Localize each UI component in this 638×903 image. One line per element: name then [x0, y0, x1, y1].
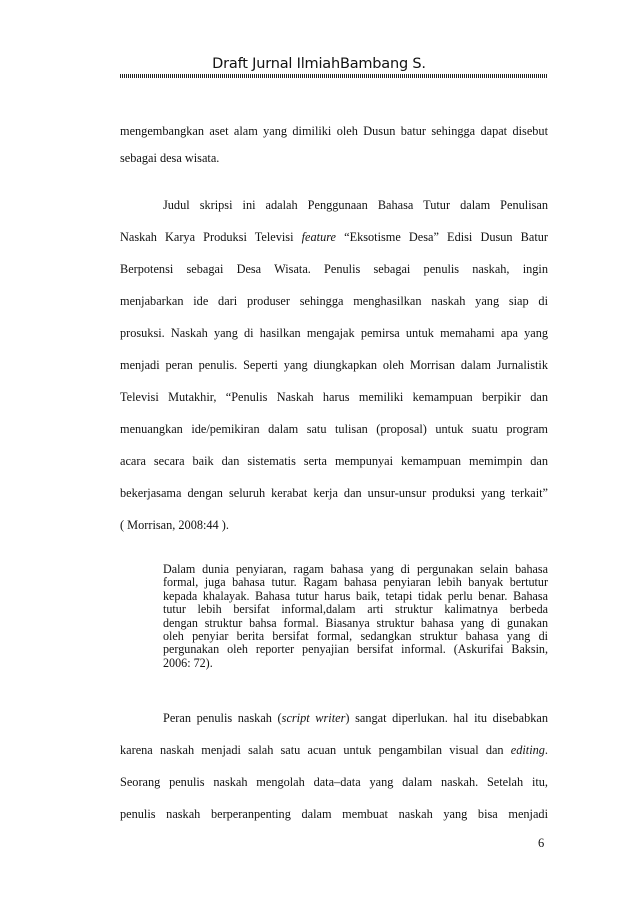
- block-quote-line: [163, 657, 548, 670]
- block-quote-line-text: Dalam dunia penyiaran, ragam bahasa yang di pergunakan selain bahasa: [163, 562, 548, 576]
- paragraph-1-line-1: [120, 124, 548, 138]
- paragraph-2-line-11: ( Morrisan, 2008:44 ).: [120, 518, 229, 532]
- block-quote-line: [163, 603, 548, 616]
- paragraph-2-line-2: [120, 230, 548, 244]
- header-dotted-rule: [120, 74, 548, 78]
- block-quote-line-text: kepada khalayak. Bahasa tutur harus baik, tetapi tidak perlu benar. Bahasa: [163, 588, 548, 603]
- paragraph-2-line-8: menuangkan ide/pemikiran dalam satu tulisan (proposal) untuk suatu program: [120, 422, 548, 436]
- block-quote-line-text: dengan struktur bahsa formal. Biasanya struktur bahasa yang di gunakan: [163, 615, 548, 630]
- paragraph-3-line-2-start: karena naskah menjadi salah satu acuan untuk pengambilan visual dan: [120, 743, 504, 757]
- paragraph-2-line-7: Televisi Mutakhir, “Penulis Naskah harus memiliki kemampuan berpikir dan: [120, 390, 548, 404]
- paragraph-2-line-1: Judul skripsi ini adalah Penggunaan Bahasa Tutur dalam Penulisan: [163, 198, 548, 212]
- paragraph-3-line-3: Seorang penulis naskah mengolah data–data yang dalam naskah. Setelah itu,: [120, 775, 548, 789]
- paragraph-2-line-9: acara secara baik dan sistematis serta mempunyai kemampuan memimpin dan: [120, 454, 548, 468]
- paragraph-3-line-1-end: ) sangat diperlukan. hal itu disebabkan: [345, 711, 548, 725]
- block-quote-line: [163, 617, 548, 630]
- block-quote-line: [163, 576, 548, 589]
- paragraph-3-line-2: [120, 743, 548, 757]
- paragraph-1-line-2: sebagai desa wisata.: [120, 151, 220, 165]
- paragraph-2-line-4: menjabarkan ide dari produser sehingga menghasilkan naskah yang siap di: [120, 294, 548, 308]
- paragraph-3-line-1-italic: script writer: [281, 711, 346, 725]
- page-number: 6: [538, 836, 545, 850]
- block-quote-line-text: 2006: 72).: [163, 655, 213, 670]
- paragraph-2-line-5: prosuksi. Naskah yang di hasilkan mengajak pemirsa untuk memahami apa yang: [120, 326, 548, 340]
- block-quote-line: [163, 630, 548, 643]
- paragraph-2-line-3: Berpotensi sebagai Desa Wisata. Penulis sebagai penulis naskah, ingin: [120, 262, 548, 276]
- block-quote-line-text: formal, juga bahasa tutur. Ragam bahasa penyiaran lebih banyak bertutur: [163, 575, 548, 590]
- paragraph-3-line-1: [163, 711, 548, 725]
- paragraph-3-line-4: penulis naskah berperanpenting dalam membuat naskah yang bisa menjadi: [120, 807, 548, 821]
- paragraph-2-line-2-italic: feature: [301, 230, 336, 244]
- block-quote-line-text: pergunakan oleh reporter penyajian bersifat informal. (Askurifai Baksin,: [163, 642, 548, 657]
- paragraph-3-line-1-start: Peran penulis naskah (: [163, 711, 282, 725]
- paragraph-3-line-2-end: .: [544, 743, 548, 757]
- paragraph-2-line-6: menjadi peran penulis. Seperti yang diungkapkan oleh Morrisan dalam Jurnalistik: [120, 358, 548, 372]
- paragraph-2-line-2-end: “Eksotisme Desa” Edisi Dusun Batur: [344, 230, 548, 244]
- block-quote-line: [163, 590, 548, 603]
- block-quote-line: [163, 643, 548, 656]
- block-quote: [163, 563, 548, 670]
- block-quote-line: [163, 563, 548, 576]
- paragraph-3-line-2-italic: editing: [510, 743, 545, 757]
- block-quote-line-text: oleh penyiar berita bersifat formal, sedangkan struktur bahasa yang di: [163, 629, 548, 644]
- paragraph-2-line-2-start: Naskah Karya Produksi Televisi: [120, 230, 294, 244]
- paragraph-1-line-1-text: mengembangkan aset alam yang dimiliki oleh Dusun batur sehingga dapat disebut: [120, 124, 548, 138]
- block-quote-line-text: tutur lebih bersifat informal,dalam arti struktur kalimatnya berbeda: [163, 602, 548, 617]
- paragraph-2-line-10: bekerjasama dengan seluruh kerabat kerja dan unsur-unsur produksi yang terkait”: [120, 486, 548, 500]
- running-header-title: Draft Jurnal IlmiahBambang S.: [212, 56, 426, 72]
